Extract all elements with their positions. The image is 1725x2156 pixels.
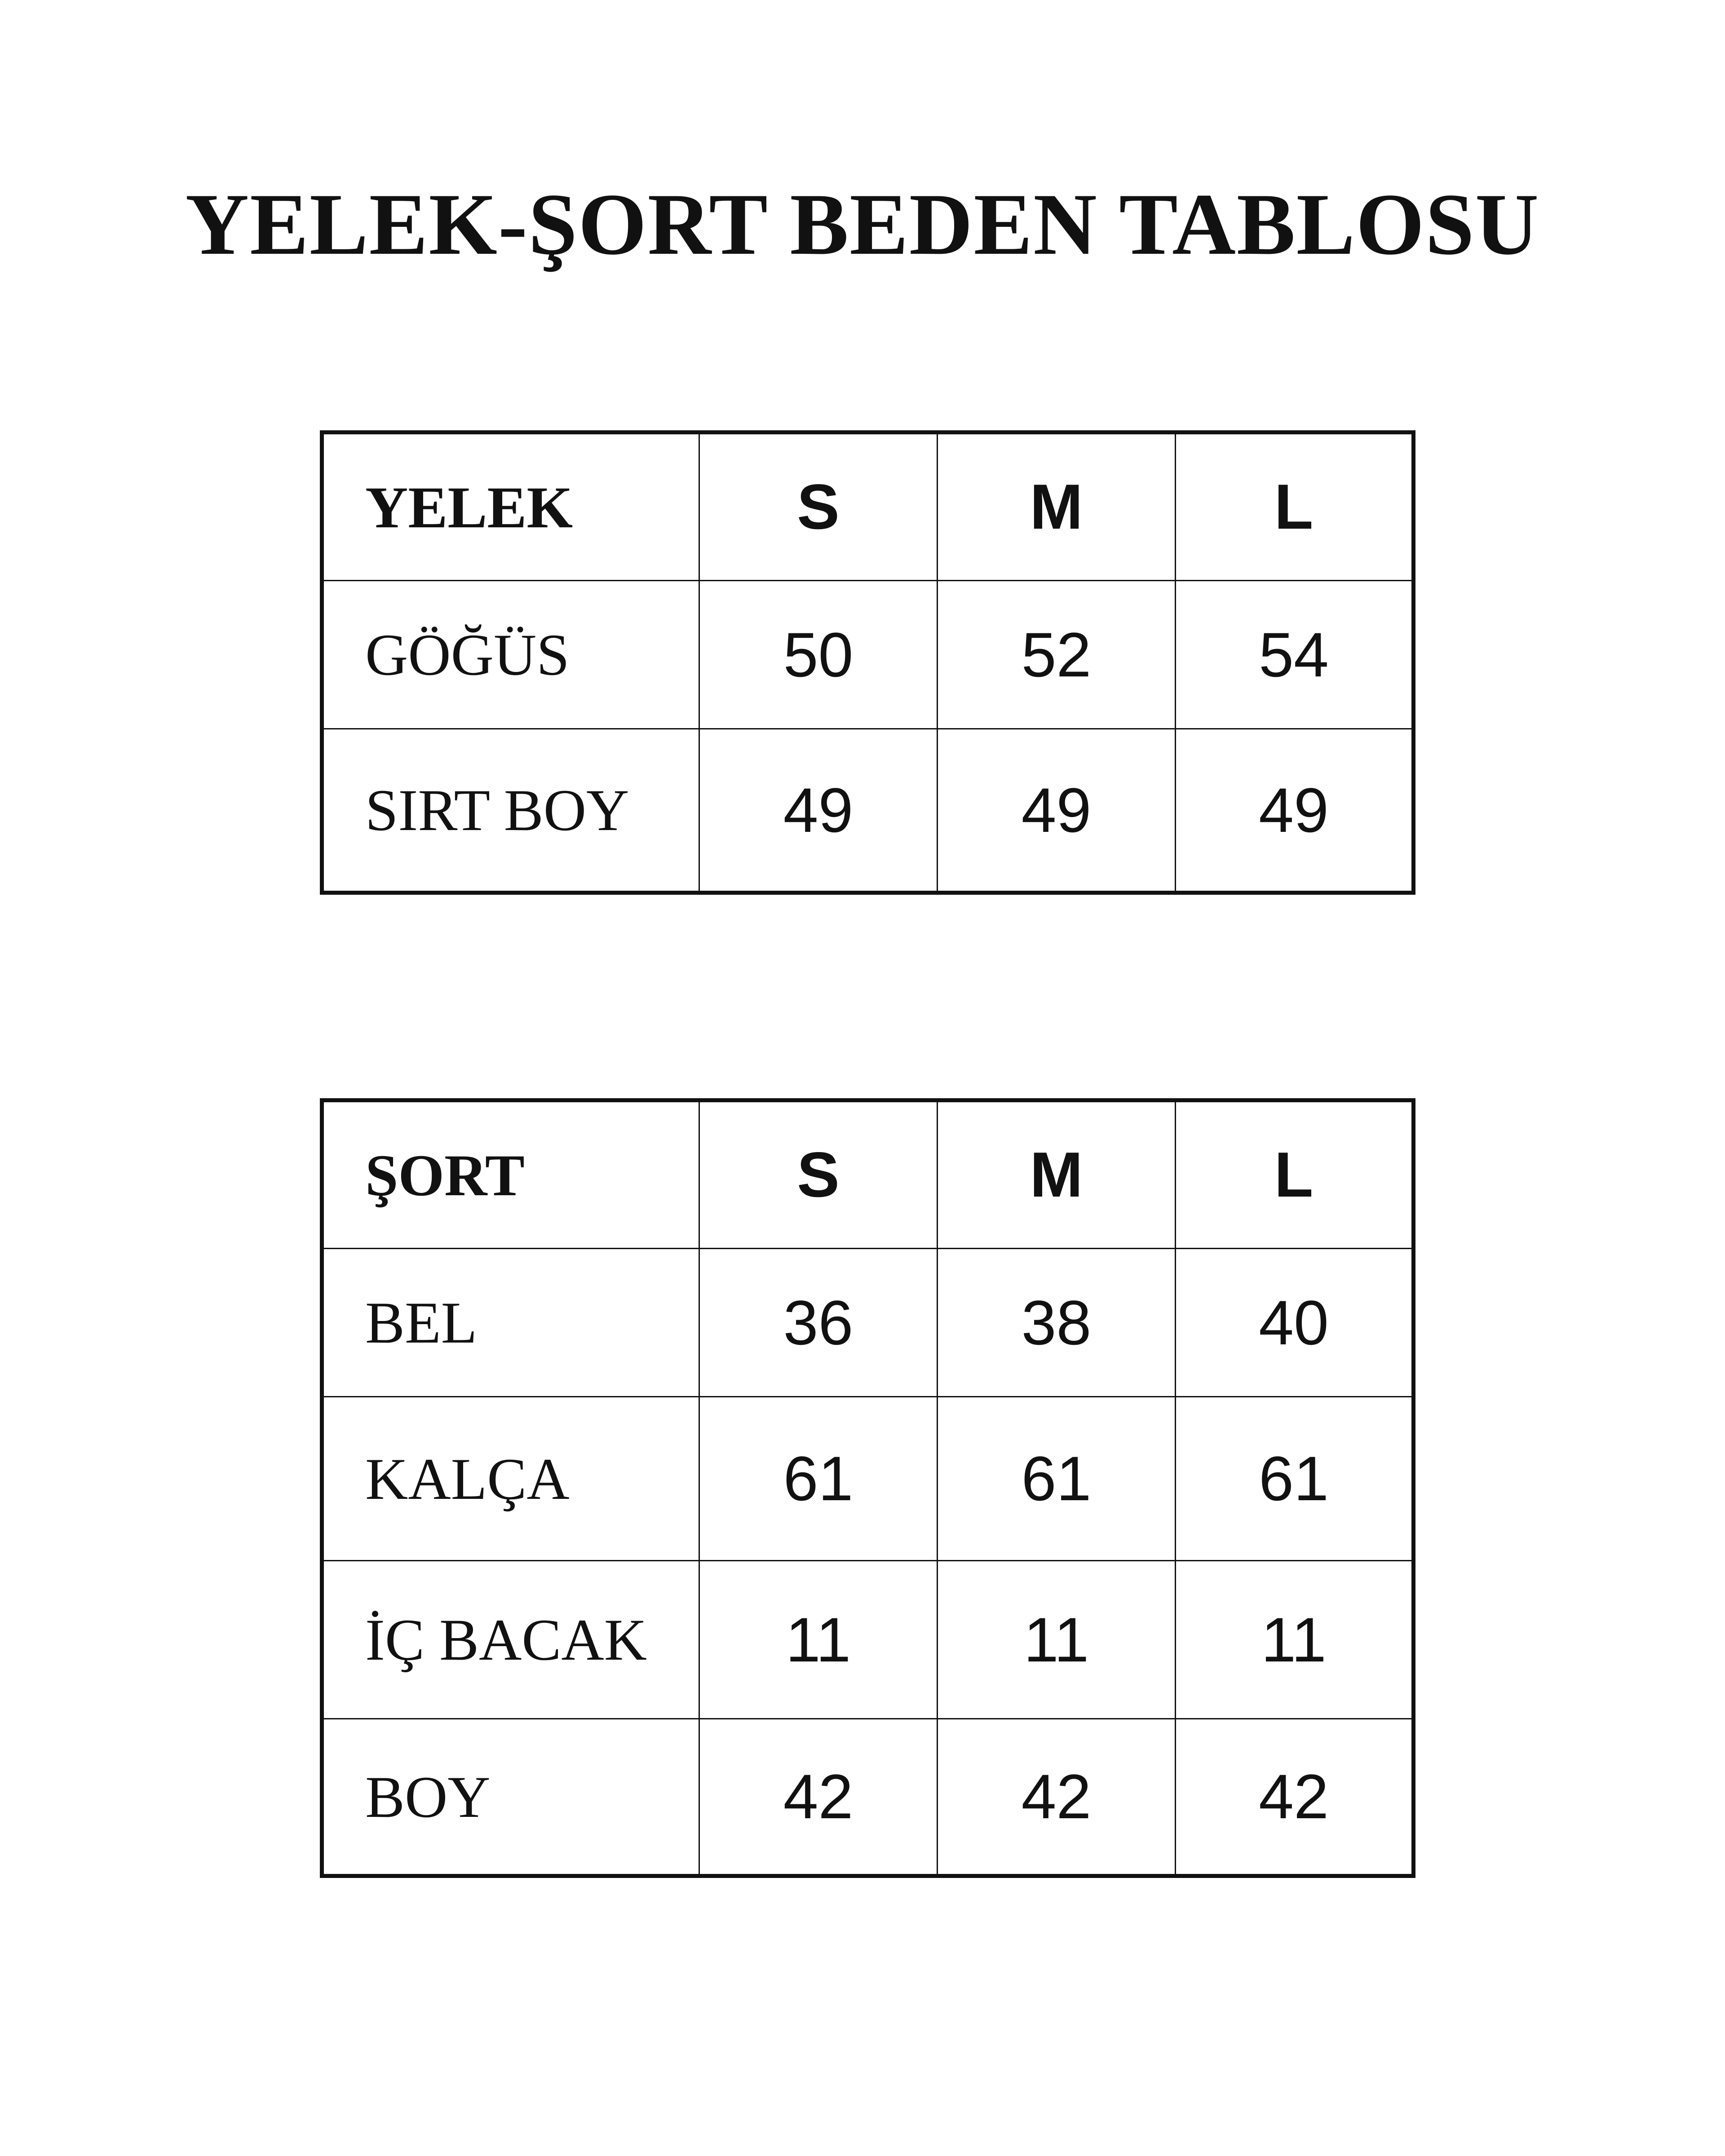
table-header-row <box>322 1100 1414 1249</box>
table-cell: 49 <box>699 729 938 893</box>
table-cell: 38 <box>938 1249 1176 1397</box>
table-header-row <box>322 433 1414 581</box>
table-cell: 42 <box>699 1719 938 1876</box>
row-label-length: BOY <box>322 1719 699 1876</box>
row-label-waist: BEL <box>322 1249 699 1397</box>
table-cell: 49 <box>1176 729 1414 893</box>
table-row <box>322 581 1414 729</box>
size-header-l: L <box>1176 433 1414 581</box>
table-row <box>322 1397 1414 1561</box>
table-cell: 11 <box>699 1561 938 1719</box>
table-cell: 50 <box>699 581 938 729</box>
table-row <box>322 1719 1414 1876</box>
row-label-chest: GÖĞÜS <box>322 581 699 729</box>
size-header-m: M <box>938 433 1176 581</box>
table-cell: 61 <box>699 1397 938 1561</box>
size-header-s: S <box>699 433 938 581</box>
row-label-inseam: İÇ BACAK <box>322 1561 699 1719</box>
table-cell: 42 <box>938 1719 1176 1876</box>
table-cell: 54 <box>1176 581 1414 729</box>
page-title: YELEK-ŞORT BEDEN TABLOSU <box>185 176 1540 273</box>
table-row <box>322 729 1414 893</box>
vest-size-table <box>320 430 1415 895</box>
row-label-back-length: SIRT BOY <box>322 729 699 893</box>
shorts-size-table <box>320 1098 1415 1878</box>
table-cell: 11 <box>938 1561 1176 1719</box>
table-cell: 49 <box>938 729 1176 893</box>
table-cell: 61 <box>938 1397 1176 1561</box>
table-row <box>322 1561 1414 1719</box>
row-label-hip: KALÇA <box>322 1397 699 1561</box>
table-cell: 42 <box>1176 1719 1414 1876</box>
shorts-header-label: ŞORT <box>322 1100 699 1249</box>
table-cell: 52 <box>938 581 1176 729</box>
table-row <box>322 1249 1414 1397</box>
size-header-l: L <box>1176 1100 1414 1249</box>
table-cell: 36 <box>699 1249 938 1397</box>
size-header-s: S <box>699 1100 938 1249</box>
table-cell: 11 <box>1176 1561 1414 1719</box>
table-cell: 40 <box>1176 1249 1414 1397</box>
table-cell: 61 <box>1176 1397 1414 1561</box>
size-header-m: M <box>938 1100 1176 1249</box>
vest-header-label: YELEK <box>322 433 699 581</box>
